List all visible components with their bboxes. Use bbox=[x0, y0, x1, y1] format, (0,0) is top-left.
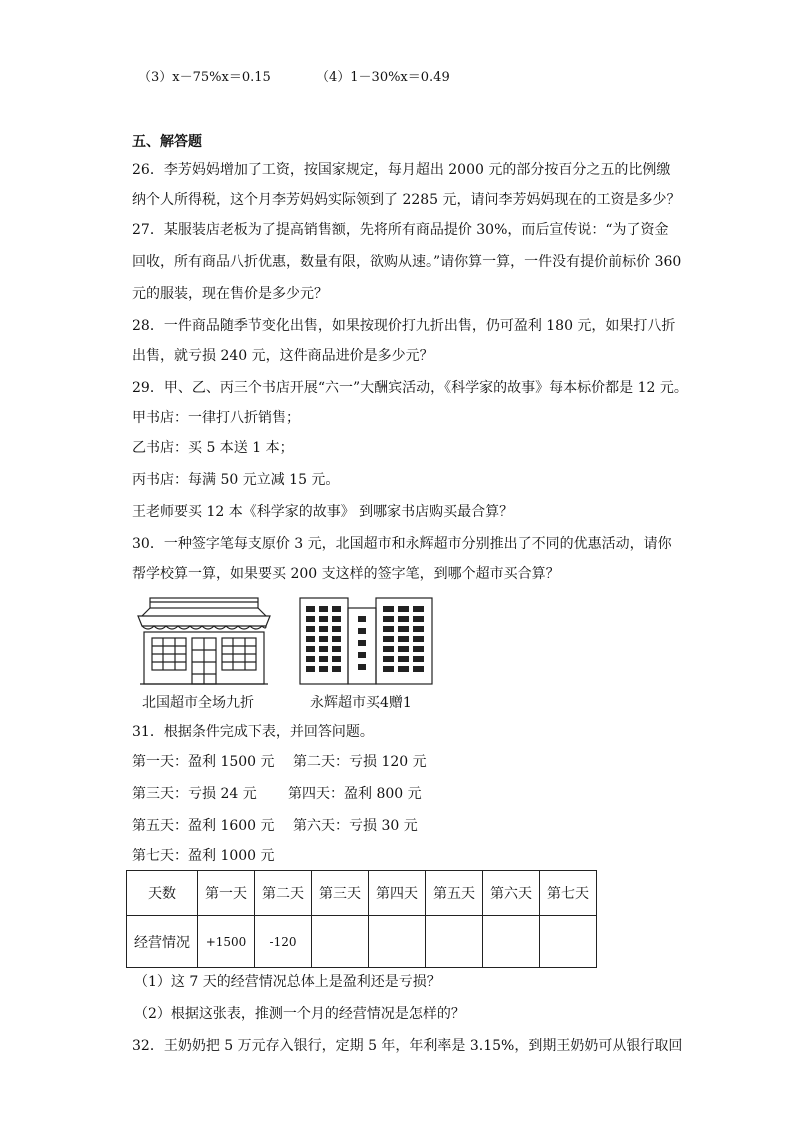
q28-line2: 出售，就亏损 240 元，这件商品进价是多少元？ bbox=[132, 348, 434, 364]
q31-day5: 第五天：盈利 1600 元 bbox=[132, 818, 275, 834]
header-cell: 第五天 bbox=[426, 871, 483, 916]
q28-line1: 28．一件商品随季节变化出售，如果按现价打九折出售，仍可盈利 180 元，如果打八折 bbox=[132, 318, 676, 334]
q31-day7: 第七天：盈利 1000 元 bbox=[132, 848, 275, 864]
q32-line1: 32．王奶奶把 5 万元存入银行，定期 5 年，年利率是 3.15%，到期王奶奶可从银行取回 bbox=[132, 1038, 683, 1054]
row-label-cell: 经营情况 bbox=[127, 916, 198, 968]
q31-sub2: （2）根据这张表，推测一个月的经营情况是怎样的？ bbox=[134, 1006, 465, 1022]
equation-3: （3）x－75%x＝0.15 bbox=[138, 70, 271, 85]
header-cell: 天数 bbox=[127, 871, 198, 916]
q30-line1: 30．一种签字笔每支原价 3 元，北国超市和永辉超市分别推出了不同的优惠活动，请你 bbox=[132, 536, 672, 552]
q26-line1: 26．李芳妈妈增加了工资，按国家规定，每月超出 2000 元的部分按百分之五的比例缴 bbox=[132, 162, 671, 178]
table-row bbox=[127, 916, 597, 968]
value-cell[interactable] bbox=[426, 916, 483, 968]
value-cell: +1500 bbox=[198, 916, 255, 968]
value-cell[interactable] bbox=[312, 916, 369, 968]
header-cell: 第三天 bbox=[312, 871, 369, 916]
value-cell[interactable] bbox=[483, 916, 540, 968]
q29-line4: 丙书店：每满 50 元立减 15 元。 bbox=[132, 472, 340, 488]
q31-day4: 第四天：盈利 800 元 bbox=[288, 786, 422, 802]
header-cell: 第一天 bbox=[198, 871, 255, 916]
operations-table bbox=[126, 870, 597, 968]
header-cell: 第六天 bbox=[483, 871, 540, 916]
q27-line1: 27．某服装店老板为了提高销售额，先将所有商品提价 30%，而后宣传说：“为了资金 bbox=[132, 222, 669, 238]
q29-line5: 王老师要买 12 本《科学家的故事》 到哪家书店购买最合算？ bbox=[132, 504, 514, 520]
q29-line3: 乙书店：买 5 本送 1 本； bbox=[132, 440, 294, 456]
q31-day6: 第六天：亏损 30 元 bbox=[293, 818, 418, 834]
yonghui-caption: 永辉超市买4赠1 bbox=[310, 695, 412, 711]
q31-intro: 31．根据条件完成下表，并回答问题。 bbox=[132, 724, 374, 740]
section-title: 五、解答题 bbox=[132, 134, 202, 150]
q27-line2: 回收，所有商品八折优惠，数量有限，欲购从速。”请你算一算，一件没有提价前标价 360 bbox=[132, 254, 682, 270]
yonghui-supermarket-illustration bbox=[298, 596, 438, 688]
q31-day2: 第二天：亏损 120 元 bbox=[293, 754, 427, 770]
q27-line3: 元的服装，现在售价是多少元？ bbox=[132, 286, 328, 302]
q31-day3: 第三天：亏损 24 元 bbox=[132, 786, 257, 802]
q26-line2: 纳个人所得税，这个月李芳妈妈实际领到了 2285 元，请问李芳妈妈现在的工资是多少？ bbox=[132, 192, 681, 208]
q30-line2: 帮学校算一算，如果要买 200 支这样的签字笔，到哪个超市买合算？ bbox=[132, 566, 560, 582]
q31-sub1: （1）这 7 天的经营情况总体上是盈利还是亏损？ bbox=[134, 974, 441, 990]
table-header-row bbox=[127, 871, 597, 916]
header-cell: 第四天 bbox=[369, 871, 426, 916]
value-cell[interactable] bbox=[540, 916, 597, 968]
value-cell[interactable] bbox=[369, 916, 426, 968]
header-cell: 第七天 bbox=[540, 871, 597, 916]
value-cell: -120 bbox=[255, 916, 312, 968]
q29-line1: 29．甲、乙、丙三个书店开展“六一”大酬宾活动，《科学家的故事》每本标价都是 12 元。 bbox=[132, 380, 688, 396]
q29-line2: 甲书店：一律打八折销售； bbox=[132, 410, 300, 426]
q31-day1: 第一天：盈利 1500 元 bbox=[132, 754, 275, 770]
beiguo-caption: 北国超市全场九折 bbox=[142, 695, 254, 711]
header-cell: 第二天 bbox=[255, 871, 312, 916]
equation-4: （4）1－30%x＝0.49 bbox=[316, 70, 450, 85]
beiguo-supermarket-illustration bbox=[136, 596, 272, 688]
